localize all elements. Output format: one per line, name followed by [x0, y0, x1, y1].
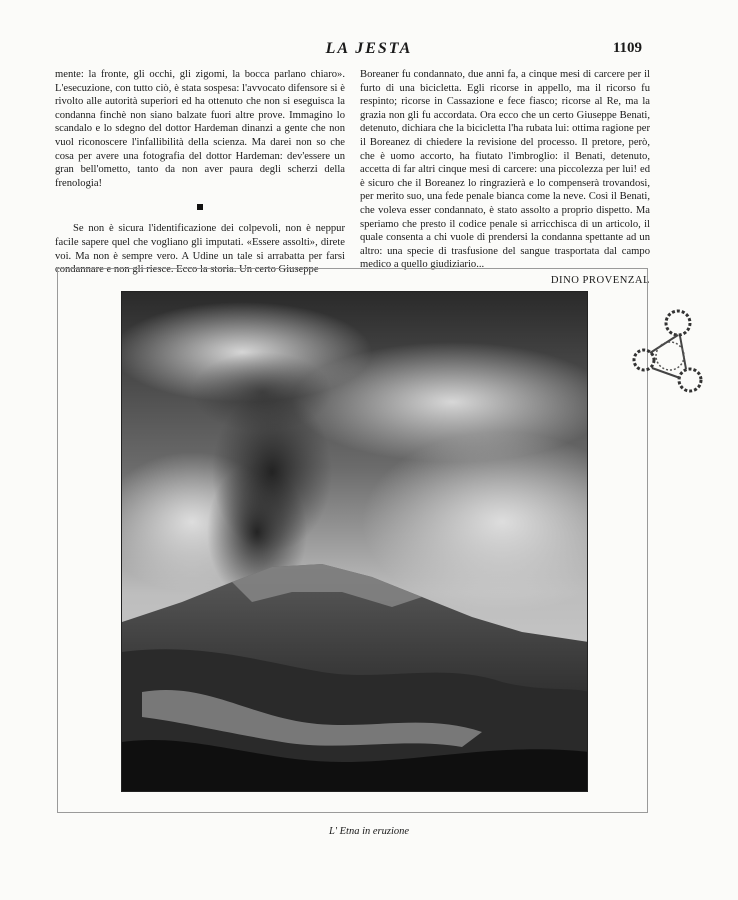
- figure-caption: L' Etna in eruzione: [328, 826, 410, 837]
- right-paragraph-1: Boreaner fu condannato, due anni fa, a cinque mesi di carcere per il furto di una bicicletta. Egli ricorse in appello, ma il ricorso fu respinto; ricorse in Cassazione e fece fiasco; ricorse al Re, ma la grazia non gli fu accordata. Ora ecco che un certo Giuseppe Benati, detenuto, dichiara che la bicicletta l'ha rubata lui: ottima ragione per il Boreanez di chiedere la revisione del processo. Il pretore, però, che è uomo accorto, ha fiutato l'imbroglio: il Benati, detenuto, accetta di far altri cinque mesi di carcere: una piccolezza per lui! ed è sicuro che il Boreanez lo ringrazierà e lo compenserà trovandosi, per merito suo, una fede penale bianca come la neve. Così il Benati, che voleva esser condannato, è stato assolto a proprio dispetto. Ma speriamo che presto il codice penale si arricchisca di un articolo, il quale consenta a chi vuole di prendersi la condanna spettante ad un altro: una specie di trasfusione del sangue trasportata dal campo medico a quello giudiziario...: [360, 69, 650, 271]
- library-stamp-icon: [628, 298, 708, 408]
- section-divider-mark: [197, 204, 203, 210]
- volcano-photo: [121, 291, 588, 792]
- page-number: 1109: [612, 40, 642, 56]
- left-paragraph-1: mente: la fronte, gli occhi, gli zigomi, la bocca parlano chiaro». L'esecuzione, con tutto ciò, è stata sospesa: l'avvocato difensore si è rivolto alle autorità superiori ed ha ottenuto che non si eseguisca la condanna finchè non siano balzate fuori altre prove. Immagino lo scandalo e lo sdegno del dottor Hardeman dinanzi a gente che non vuol riconoscere l'infallibilità della scienza. Ma darei non so che cosa per avere una fotografia del dottor Hardeman: dev'essere un gran bell'ometto, tanto da non aver paura degli scherzi della frenologia!: [55, 69, 345, 189]
- article-left-column: [55, 68, 345, 277]
- left-paragraph-2: Se non è sicura l'identificazione dei colpevoli, non è neppur facile sapere quel che vogliano gli imputati. «Essere assolti», direte voi. Ma non è sempre vero. A Udine un tale si arrabatta per farsi condannare e non gli riesce. Ecco la storia. Un certo Giuseppe: [55, 223, 345, 276]
- page-header-title: LA JESTA: [325, 40, 413, 57]
- author-signature: DINO PROVENZAL: [550, 274, 650, 286]
- article-right-column: [360, 68, 650, 288]
- smoke-plume: [192, 352, 332, 432]
